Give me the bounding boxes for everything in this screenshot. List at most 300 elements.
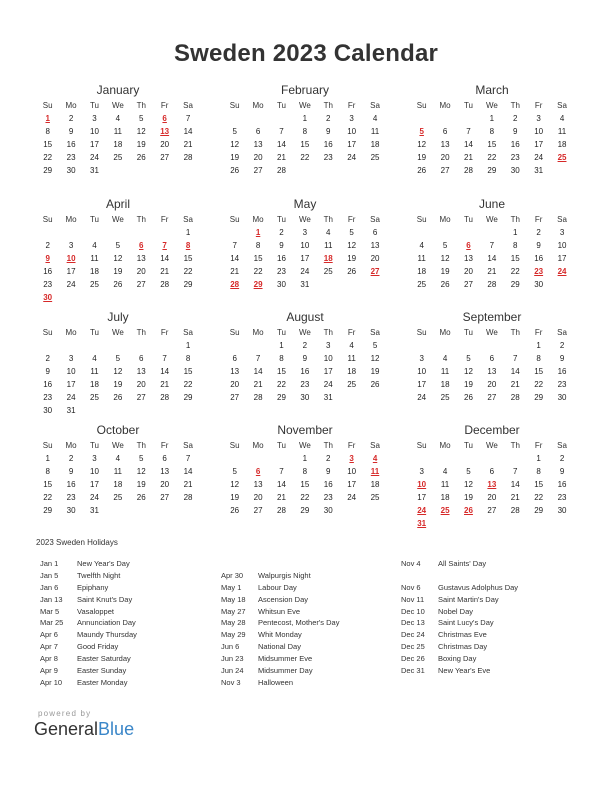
day-cell[interactable]: 7 xyxy=(513,467,518,476)
day-cell[interactable]: 13 xyxy=(253,480,263,489)
day-cell[interactable]: 30 xyxy=(534,280,544,289)
day-cell[interactable]: 4 xyxy=(372,114,378,123)
day-cell[interactable]: 1 xyxy=(185,341,191,350)
day-cell[interactable]: 4 xyxy=(559,114,565,123)
day-cell[interactable]: 27 xyxy=(487,393,497,402)
day-cell[interactable]: 20 xyxy=(136,267,146,276)
day-cell[interactable]: 13 xyxy=(160,467,170,476)
day-cell[interactable]: 24 xyxy=(347,153,357,162)
day-cell[interactable]: 23 xyxy=(323,493,333,502)
day-cell[interactable]: 2 xyxy=(45,354,50,363)
day-cell[interactable]: 17 xyxy=(534,140,544,149)
day-cell[interactable]: 15 xyxy=(510,254,520,263)
day-cell[interactable]: 5 xyxy=(115,354,121,363)
day-cell[interactable]: 20 xyxy=(160,140,170,149)
day-cell[interactable]: 17 xyxy=(417,380,427,389)
day-cell[interactable]: 19 xyxy=(136,140,146,149)
day-cell[interactable]: 12 xyxy=(230,480,240,489)
day-cell[interactable]: 29 xyxy=(534,393,544,402)
day-cell[interactable]: 12 xyxy=(136,127,146,136)
day-cell[interactable]: 20 xyxy=(487,493,497,502)
day-cell[interactable]: 21 xyxy=(277,493,286,502)
day-cell[interactable]: 28 xyxy=(183,153,193,162)
day-cell[interactable]: 31 xyxy=(90,166,99,175)
day-cell[interactable]: 1 xyxy=(489,114,495,123)
day-cell[interactable]: 17 xyxy=(323,367,333,376)
day-cell[interactable]: 3 xyxy=(559,228,565,237)
day-cell[interactable]: 21 xyxy=(510,380,520,389)
day-cell[interactable]: 7 xyxy=(489,241,495,250)
day-cell[interactable]: 25 xyxy=(90,393,99,402)
day-cell[interactable]: 22 xyxy=(534,493,544,502)
holiday-day-cell[interactable]: 29 xyxy=(253,280,263,289)
day-cell[interactable]: 26 xyxy=(113,393,123,402)
day-cell[interactable]: 26 xyxy=(136,493,146,502)
day-cell[interactable]: 20 xyxy=(370,254,380,263)
day-cell[interactable]: 11 xyxy=(113,127,123,136)
day-cell[interactable]: 20 xyxy=(253,493,263,502)
day-cell[interactable]: 29 xyxy=(534,506,544,515)
day-cell[interactable]: 10 xyxy=(557,241,567,250)
day-cell[interactable]: 31 xyxy=(66,406,76,415)
day-cell[interactable]: 22 xyxy=(534,380,544,389)
day-cell[interactable]: 9 xyxy=(513,127,518,136)
day-cell[interactable]: 7 xyxy=(279,127,284,136)
day-cell[interactable]: 19 xyxy=(230,153,240,162)
day-cell[interactable]: 29 xyxy=(43,166,53,175)
day-cell[interactable]: 24 xyxy=(90,493,99,502)
holiday-day-cell[interactable]: 27 xyxy=(370,267,380,276)
day-cell[interactable]: 14 xyxy=(510,480,520,489)
day-cell[interactable]: 2 xyxy=(68,454,74,463)
holiday-day-cell[interactable]: 7 xyxy=(162,241,167,250)
day-cell[interactable]: 26 xyxy=(136,153,146,162)
day-cell[interactable]: 18 xyxy=(440,380,450,389)
day-cell[interactable]: 20 xyxy=(160,480,170,489)
holiday-day-cell[interactable]: 6 xyxy=(255,467,261,476)
day-cell[interactable]: 4 xyxy=(115,114,121,123)
day-cell[interactable]: 17 xyxy=(417,493,427,502)
day-cell[interactable]: 11 xyxy=(90,254,99,263)
day-cell[interactable]: 26 xyxy=(230,166,240,175)
day-cell[interactable]: 16 xyxy=(557,367,567,376)
day-cell[interactable]: 22 xyxy=(43,153,53,162)
day-cell[interactable]: 14 xyxy=(277,480,286,489)
day-cell[interactable]: 21 xyxy=(464,153,473,162)
day-cell[interactable]: 28 xyxy=(277,506,286,515)
day-cell[interactable]: 15 xyxy=(43,140,53,149)
day-cell[interactable]: 8 xyxy=(279,354,284,363)
day-cell[interactable]: 18 xyxy=(370,480,380,489)
day-cell[interactable]: 18 xyxy=(347,367,357,376)
day-cell[interactable]: 10 xyxy=(323,354,333,363)
day-cell[interactable]: 25 xyxy=(113,153,123,162)
day-cell[interactable]: 4 xyxy=(115,454,121,463)
day-cell[interactable]: 26 xyxy=(464,393,473,402)
day-cell[interactable]: 10 xyxy=(66,367,76,376)
day-cell[interactable]: 12 xyxy=(113,367,123,376)
day-cell[interactable]: 20 xyxy=(253,153,263,162)
day-cell[interactable]: 26 xyxy=(417,166,427,175)
day-cell[interactable]: 31 xyxy=(90,506,99,515)
day-cell[interactable]: 19 xyxy=(347,254,357,263)
holiday-day-cell[interactable]: 30 xyxy=(43,293,53,302)
day-cell[interactable]: 21 xyxy=(253,380,263,389)
day-cell[interactable]: 10 xyxy=(534,127,544,136)
day-cell[interactable]: 11 xyxy=(557,127,567,136)
day-cell[interactable]: 1 xyxy=(302,114,308,123)
day-cell[interactable]: 10 xyxy=(300,241,310,250)
holiday-day-cell[interactable]: 1 xyxy=(45,114,50,123)
day-cell[interactable]: 28 xyxy=(253,393,263,402)
day-cell[interactable]: 9 xyxy=(559,467,565,476)
day-cell[interactable]: 20 xyxy=(487,380,497,389)
day-cell[interactable]: 21 xyxy=(183,140,193,149)
day-cell[interactable]: 5 xyxy=(466,354,471,363)
day-cell[interactable]: 3 xyxy=(349,114,354,123)
holiday-day-cell[interactable]: 26 xyxy=(464,506,473,515)
day-cell[interactable]: 22 xyxy=(253,267,263,276)
day-cell[interactable]: 24 xyxy=(534,153,544,162)
day-cell[interactable]: 13 xyxy=(370,241,380,250)
day-cell[interactable]: 20 xyxy=(136,380,146,389)
day-cell[interactable]: 22 xyxy=(183,380,193,389)
day-cell[interactable]: 5 xyxy=(349,228,354,237)
day-cell[interactable]: 1 xyxy=(302,454,308,463)
day-cell[interactable]: 12 xyxy=(464,480,473,489)
day-cell[interactable]: 28 xyxy=(487,280,497,289)
day-cell[interactable]: 11 xyxy=(347,354,356,363)
day-cell[interactable]: 6 xyxy=(489,467,495,476)
day-cell[interactable]: 2 xyxy=(68,114,74,123)
day-cell[interactable]: 8 xyxy=(513,241,518,250)
day-cell[interactable]: 23 xyxy=(557,493,567,502)
day-cell[interactable]: 9 xyxy=(302,354,308,363)
day-cell[interactable]: 31 xyxy=(534,166,544,175)
day-cell[interactable]: 5 xyxy=(466,467,471,476)
day-cell[interactable]: 30 xyxy=(43,406,53,415)
day-cell[interactable]: 8 xyxy=(536,467,541,476)
holiday-day-cell[interactable]: 8 xyxy=(185,241,191,250)
day-cell[interactable]: 26 xyxy=(347,267,357,276)
day-cell[interactable]: 26 xyxy=(440,280,450,289)
day-cell[interactable]: 7 xyxy=(232,241,237,250)
day-cell[interactable]: 16 xyxy=(300,367,310,376)
day-cell[interactable]: 30 xyxy=(557,393,567,402)
day-cell[interactable]: 22 xyxy=(43,493,53,502)
holiday-day-cell[interactable]: 10 xyxy=(66,254,76,263)
holiday-day-cell[interactable]: 6 xyxy=(466,241,471,250)
day-cell[interactable]: 23 xyxy=(43,393,53,402)
holiday-day-cell[interactable]: 23 xyxy=(534,267,544,276)
day-cell[interactable]: 3 xyxy=(419,467,424,476)
day-cell[interactable]: 24 xyxy=(300,267,310,276)
day-cell[interactable]: 19 xyxy=(370,367,380,376)
day-cell[interactable]: 2 xyxy=(279,228,284,237)
generalblue-logo[interactable] xyxy=(34,719,134,740)
day-cell[interactable]: 4 xyxy=(326,228,331,237)
day-cell[interactable]: 27 xyxy=(464,280,473,289)
day-cell[interactable]: 28 xyxy=(183,493,193,502)
day-cell[interactable]: 5 xyxy=(232,467,237,476)
day-cell[interactable]: 26 xyxy=(113,280,123,289)
day-cell[interactable]: 30 xyxy=(300,393,310,402)
day-cell[interactable]: 23 xyxy=(66,493,76,502)
day-cell[interactable]: 10 xyxy=(90,467,99,476)
day-cell[interactable]: 8 xyxy=(302,127,308,136)
day-cell[interactable]: 11 xyxy=(370,127,380,136)
day-cell[interactable]: 27 xyxy=(136,280,146,289)
day-cell[interactable]: 12 xyxy=(230,140,240,149)
day-cell[interactable]: 15 xyxy=(43,480,53,489)
day-cell[interactable]: 1 xyxy=(513,228,518,237)
day-cell[interactable]: 11 xyxy=(440,480,450,489)
day-cell[interactable]: 5 xyxy=(139,454,144,463)
day-cell[interactable]: 19 xyxy=(464,493,473,502)
day-cell[interactable]: 2 xyxy=(536,228,541,237)
day-cell[interactable]: 25 xyxy=(370,493,380,502)
day-cell[interactable]: 4 xyxy=(442,467,448,476)
day-cell[interactable]: 9 xyxy=(68,127,74,136)
holiday-day-cell[interactable]: 24 xyxy=(557,267,567,276)
day-cell[interactable]: 3 xyxy=(68,354,74,363)
day-cell[interactable]: 7 xyxy=(185,114,191,123)
day-cell[interactable]: 18 xyxy=(417,267,427,276)
day-cell[interactable]: 12 xyxy=(347,241,357,250)
day-cell[interactable]: 1 xyxy=(279,341,284,350)
day-cell[interactable]: 2 xyxy=(45,241,50,250)
day-cell[interactable]: 16 xyxy=(510,140,520,149)
day-cell[interactable]: 20 xyxy=(230,380,240,389)
day-cell[interactable]: 21 xyxy=(487,267,497,276)
day-cell[interactable]: 24 xyxy=(347,493,357,502)
day-cell[interactable]: 5 xyxy=(372,341,378,350)
day-cell[interactable]: 8 xyxy=(45,127,50,136)
day-cell[interactable]: 17 xyxy=(347,480,357,489)
day-cell[interactable]: 12 xyxy=(464,367,473,376)
holiday-day-cell[interactable]: 9 xyxy=(45,254,50,263)
day-cell[interactable]: 17 xyxy=(66,380,76,389)
day-cell[interactable]: 7 xyxy=(255,354,261,363)
day-cell[interactable]: 16 xyxy=(557,480,567,489)
day-cell[interactable]: 19 xyxy=(113,267,123,276)
day-cell[interactable]: 14 xyxy=(253,367,263,376)
day-cell[interactable]: 7 xyxy=(185,454,191,463)
day-cell[interactable]: 23 xyxy=(43,280,53,289)
day-cell[interactable]: 13 xyxy=(136,367,146,376)
day-cell[interactable]: 7 xyxy=(513,354,518,363)
day-cell[interactable]: 13 xyxy=(487,367,497,376)
day-cell[interactable]: 8 xyxy=(185,354,191,363)
day-cell[interactable]: 21 xyxy=(160,267,170,276)
day-cell[interactable]: 18 xyxy=(557,140,567,149)
day-cell[interactable]: 10 xyxy=(347,127,357,136)
day-cell[interactable]: 25 xyxy=(417,280,427,289)
day-cell[interactable]: 8 xyxy=(255,241,261,250)
day-cell[interactable]: 3 xyxy=(92,454,97,463)
day-cell[interactable]: 29 xyxy=(43,506,53,515)
day-cell[interactable]: 15 xyxy=(487,140,497,149)
day-cell[interactable]: 7 xyxy=(162,354,167,363)
day-cell[interactable]: 15 xyxy=(534,480,544,489)
holiday-day-cell[interactable]: 25 xyxy=(557,153,567,162)
day-cell[interactable]: 24 xyxy=(90,153,99,162)
day-cell[interactable]: 3 xyxy=(326,341,331,350)
day-cell[interactable]: 16 xyxy=(277,254,286,263)
day-cell[interactable]: 3 xyxy=(92,114,97,123)
day-cell[interactable]: 13 xyxy=(253,140,263,149)
day-cell[interactable]: 2 xyxy=(326,454,331,463)
day-cell[interactable]: 17 xyxy=(300,254,310,263)
day-cell[interactable]: 15 xyxy=(183,254,193,263)
day-cell[interactable]: 22 xyxy=(510,267,520,276)
day-cell[interactable]: 26 xyxy=(370,380,380,389)
day-cell[interactable]: 12 xyxy=(370,354,380,363)
day-cell[interactable]: 22 xyxy=(183,267,193,276)
day-cell[interactable]: 21 xyxy=(160,380,170,389)
day-cell[interactable]: 24 xyxy=(66,393,76,402)
day-cell[interactable]: 14 xyxy=(183,467,193,476)
day-cell[interactable]: 14 xyxy=(487,254,497,263)
day-cell[interactable]: 9 xyxy=(279,241,284,250)
day-cell[interactable]: 14 xyxy=(183,127,193,136)
day-cell[interactable]: 5 xyxy=(232,127,237,136)
day-cell[interactable]: 11 xyxy=(90,367,99,376)
day-cell[interactable]: 18 xyxy=(113,140,123,149)
day-cell[interactable]: 8 xyxy=(45,467,50,476)
day-cell[interactable]: 9 xyxy=(68,467,74,476)
day-cell[interactable]: 13 xyxy=(440,140,450,149)
day-cell[interactable]: 23 xyxy=(277,267,286,276)
day-cell[interactable]: 14 xyxy=(230,254,240,263)
day-cell[interactable]: 23 xyxy=(300,380,310,389)
holiday-day-cell[interactable]: 25 xyxy=(440,506,450,515)
day-cell[interactable]: 6 xyxy=(139,354,144,363)
holiday-day-cell[interactable]: 3 xyxy=(349,454,354,463)
day-cell[interactable]: 29 xyxy=(300,506,310,515)
day-cell[interactable]: 5 xyxy=(115,241,121,250)
day-cell[interactable]: 23 xyxy=(66,153,76,162)
day-cell[interactable]: 21 xyxy=(183,480,193,489)
day-cell[interactable]: 14 xyxy=(160,254,170,263)
day-cell[interactable]: 27 xyxy=(440,166,450,175)
day-cell[interactable]: 1 xyxy=(536,454,541,463)
day-cell[interactable]: 15 xyxy=(534,367,544,376)
holiday-day-cell[interactable]: 1 xyxy=(255,228,261,237)
day-cell[interactable]: 9 xyxy=(536,241,541,250)
day-cell[interactable]: 19 xyxy=(417,153,427,162)
day-cell[interactable]: 25 xyxy=(370,153,380,162)
holiday-day-cell[interactable]: 13 xyxy=(487,480,497,489)
day-cell[interactable]: 13 xyxy=(136,254,146,263)
day-cell[interactable]: 25 xyxy=(113,493,123,502)
day-cell[interactable]: 1 xyxy=(45,454,50,463)
day-cell[interactable]: 29 xyxy=(510,280,520,289)
holiday-day-cell[interactable]: 18 xyxy=(323,254,333,263)
day-cell[interactable]: 27 xyxy=(253,506,263,515)
day-cell[interactable]: 28 xyxy=(277,166,286,175)
holiday-day-cell[interactable]: 6 xyxy=(139,241,144,250)
day-cell[interactable]: 11 xyxy=(113,467,123,476)
day-cell[interactable]: 12 xyxy=(136,467,146,476)
day-cell[interactable]: 27 xyxy=(160,493,170,502)
day-cell[interactable]: 4 xyxy=(92,241,97,250)
day-cell[interactable]: 14 xyxy=(160,367,170,376)
day-cell[interactable]: 20 xyxy=(440,153,450,162)
day-cell[interactable]: 31 xyxy=(323,393,333,402)
day-cell[interactable]: 13 xyxy=(230,367,240,376)
holiday-day-cell[interactable]: 24 xyxy=(417,506,427,515)
day-cell[interactable]: 19 xyxy=(464,380,473,389)
day-cell[interactable]: 6 xyxy=(255,127,261,136)
day-cell[interactable]: 27 xyxy=(487,506,497,515)
day-cell[interactable]: 18 xyxy=(440,493,450,502)
day-cell[interactable]: 16 xyxy=(323,140,333,149)
day-cell[interactable]: 27 xyxy=(160,153,170,162)
day-cell[interactable]: 16 xyxy=(66,480,76,489)
day-cell[interactable]: 9 xyxy=(559,354,565,363)
day-cell[interactable]: 7 xyxy=(466,127,471,136)
day-cell[interactable]: 16 xyxy=(66,140,76,149)
day-cell[interactable]: 6 xyxy=(162,454,167,463)
day-cell[interactable]: 18 xyxy=(90,380,99,389)
day-cell[interactable]: 28 xyxy=(160,280,170,289)
holiday-day-cell[interactable]: 11 xyxy=(370,467,380,476)
day-cell[interactable]: 2 xyxy=(326,114,331,123)
day-cell[interactable]: 17 xyxy=(90,140,99,149)
day-cell[interactable]: 11 xyxy=(324,241,333,250)
day-cell[interactable]: 3 xyxy=(536,114,541,123)
day-cell[interactable]: 24 xyxy=(66,280,76,289)
day-cell[interactable]: 16 xyxy=(534,254,544,263)
day-cell[interactable]: 30 xyxy=(323,506,333,515)
day-cell[interactable]: 17 xyxy=(557,254,567,263)
day-cell[interactable]: 25 xyxy=(90,280,99,289)
day-cell[interactable]: 3 xyxy=(302,228,308,237)
day-cell[interactable]: 23 xyxy=(323,153,333,162)
holiday-day-cell[interactable]: 10 xyxy=(417,480,427,489)
day-cell[interactable]: 19 xyxy=(230,493,240,502)
day-cell[interactable]: 28 xyxy=(160,393,170,402)
day-cell[interactable]: 18 xyxy=(90,267,99,276)
day-cell[interactable]: 15 xyxy=(277,367,286,376)
day-cell[interactable]: 11 xyxy=(440,367,450,376)
day-cell[interactable]: 14 xyxy=(510,367,520,376)
day-cell[interactable]: 19 xyxy=(113,380,123,389)
day-cell[interactable]: 16 xyxy=(43,267,53,276)
day-cell[interactable]: 16 xyxy=(43,380,53,389)
day-cell[interactable]: 30 xyxy=(66,166,76,175)
day-cell[interactable]: 15 xyxy=(300,140,310,149)
day-cell[interactable]: 12 xyxy=(417,140,427,149)
day-cell[interactable]: 24 xyxy=(417,393,427,402)
day-cell[interactable]: 23 xyxy=(557,380,567,389)
day-cell[interactable]: 29 xyxy=(277,393,286,402)
day-cell[interactable]: 2 xyxy=(559,454,565,463)
day-cell[interactable]: 22 xyxy=(487,153,497,162)
day-cell[interactable]: 6 xyxy=(232,354,237,363)
holiday-day-cell[interactable]: 4 xyxy=(372,454,378,463)
day-cell[interactable]: 9 xyxy=(326,127,331,136)
day-cell[interactable]: 2 xyxy=(513,114,518,123)
day-cell[interactable]: 30 xyxy=(66,506,76,515)
day-cell[interactable]: 20 xyxy=(464,267,473,276)
day-cell[interactable]: 12 xyxy=(113,254,123,263)
day-cell[interactable]: 25 xyxy=(323,267,333,276)
day-cell[interactable]: 16 xyxy=(323,480,333,489)
day-cell[interactable]: 17 xyxy=(66,267,76,276)
day-cell[interactable]: 27 xyxy=(253,166,263,175)
